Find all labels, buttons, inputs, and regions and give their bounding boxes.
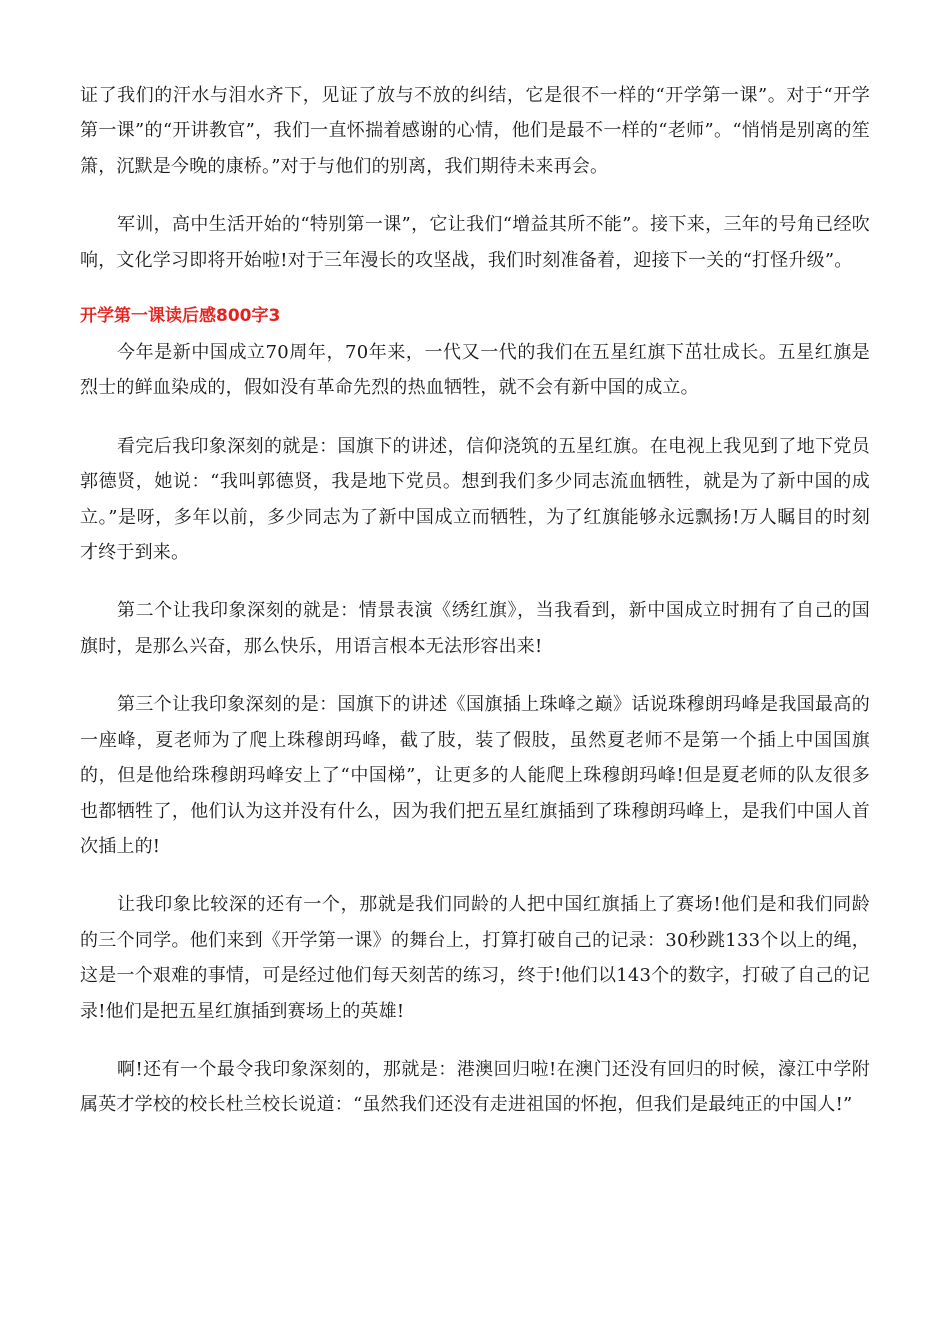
paragraph-8: 啊!还有一个最令我印象深刻的，那就是：港澳回归啦!在澳门还没有回归的时候，濠江中学附属英才学校的校长杜兰校长说道：“虽然我们还没有走进祖国的怀抱，但我们是最纯正的中国人!” xyxy=(80,1058,870,1116)
paragraph-6: 第三个让我印象深刻的是：国旗下的讲述《国旗插上珠峰之巅》话说珠穆朗玛峰是我国最高的一座峰，夏老师为了爬上珠穆朗玛峰，截了肢，装了假肢，虽然夏老师不是第一个插上中国国旗的，但是他给珠穆朗玛峰安上了“中国梯”，让更多的人能爬上珠穆朗玛峰!但是夏老师的队友很多也都牺牲了，他们认为这并没有什么，因为我们把五星红旗插到了珠穆朗玛峰上，是我们中国人首次插上的! xyxy=(80,694,870,857)
document-body xyxy=(80,78,870,1146)
section-heading: 开学第一课读后感800字3 xyxy=(80,306,281,327)
paragraph-4: 看完后我印象深刻的就是：国旗下的讲述，信仰浇筑的五星红旗。在电视上我见到了地下党员郭德贤，她说：“我叫郭德贤，我是地下党员。想到我们多少同志流血牺牲，就是为了新中国的成立。”是呀，多年以前，多少同志为了新中国成立而牺牲，为了红旗能够永远飘扬!万人瞩目的时刻才终于到来。 xyxy=(80,435,870,564)
paragraph-3: 今年是新中国成立70周年，70年来，一代又一代的我们在五星红旗下茁壮成长。五星红旗是烈士的鲜血染成的，假如没有革命先烈的热血牺牲，就不会有新中国的成立。 xyxy=(80,342,870,399)
paragraph-5: 第二个让我印象深刻的就是：情景表演《绣红旗》，当我看到，新中国成立时拥有了自己的国旗时，是那么兴奋，那么快乐，用语言根本无法形容出来! xyxy=(80,600,870,657)
paragraph-7: 让我印象比较深的还有一个，那就是我们同龄的人把中国红旗插上了赛场!他们是和我们同龄的三个同学。他们来到《开学第一课》的舞台上，打算打破自己的记录：30秒跳133个以上的绳，这是一个艰难的事情，可是经过他们每天刻苦的练习，终于!他们以143个的数字，打破了自己的记录!他们是把五星红旗插到赛场上的英雄! xyxy=(80,894,870,1022)
paragraph-2: 军训，高中生活开始的“特别第一课”，它让我们“增益其所不能”。接下来，三年的号角已经吹响，文化学习即将开始啦!对于三年漫长的攻坚战，我们时刻准备着，迎接下一关的“打怪升级”。 xyxy=(80,214,870,271)
paragraph-1: 证了我们的汗水与泪水齐下，见证了放与不放的纠结，它是很不一样的“开学第一课”。对于“开学第一课”的“开讲教官”，我们一直怀揣着感谢的心情，他们是最不一样的“老师”。“悄悄是别离的笙箫，沉默是今晚的康桥。”对于与他们的别离，我们期待未来再会。 xyxy=(80,85,870,177)
